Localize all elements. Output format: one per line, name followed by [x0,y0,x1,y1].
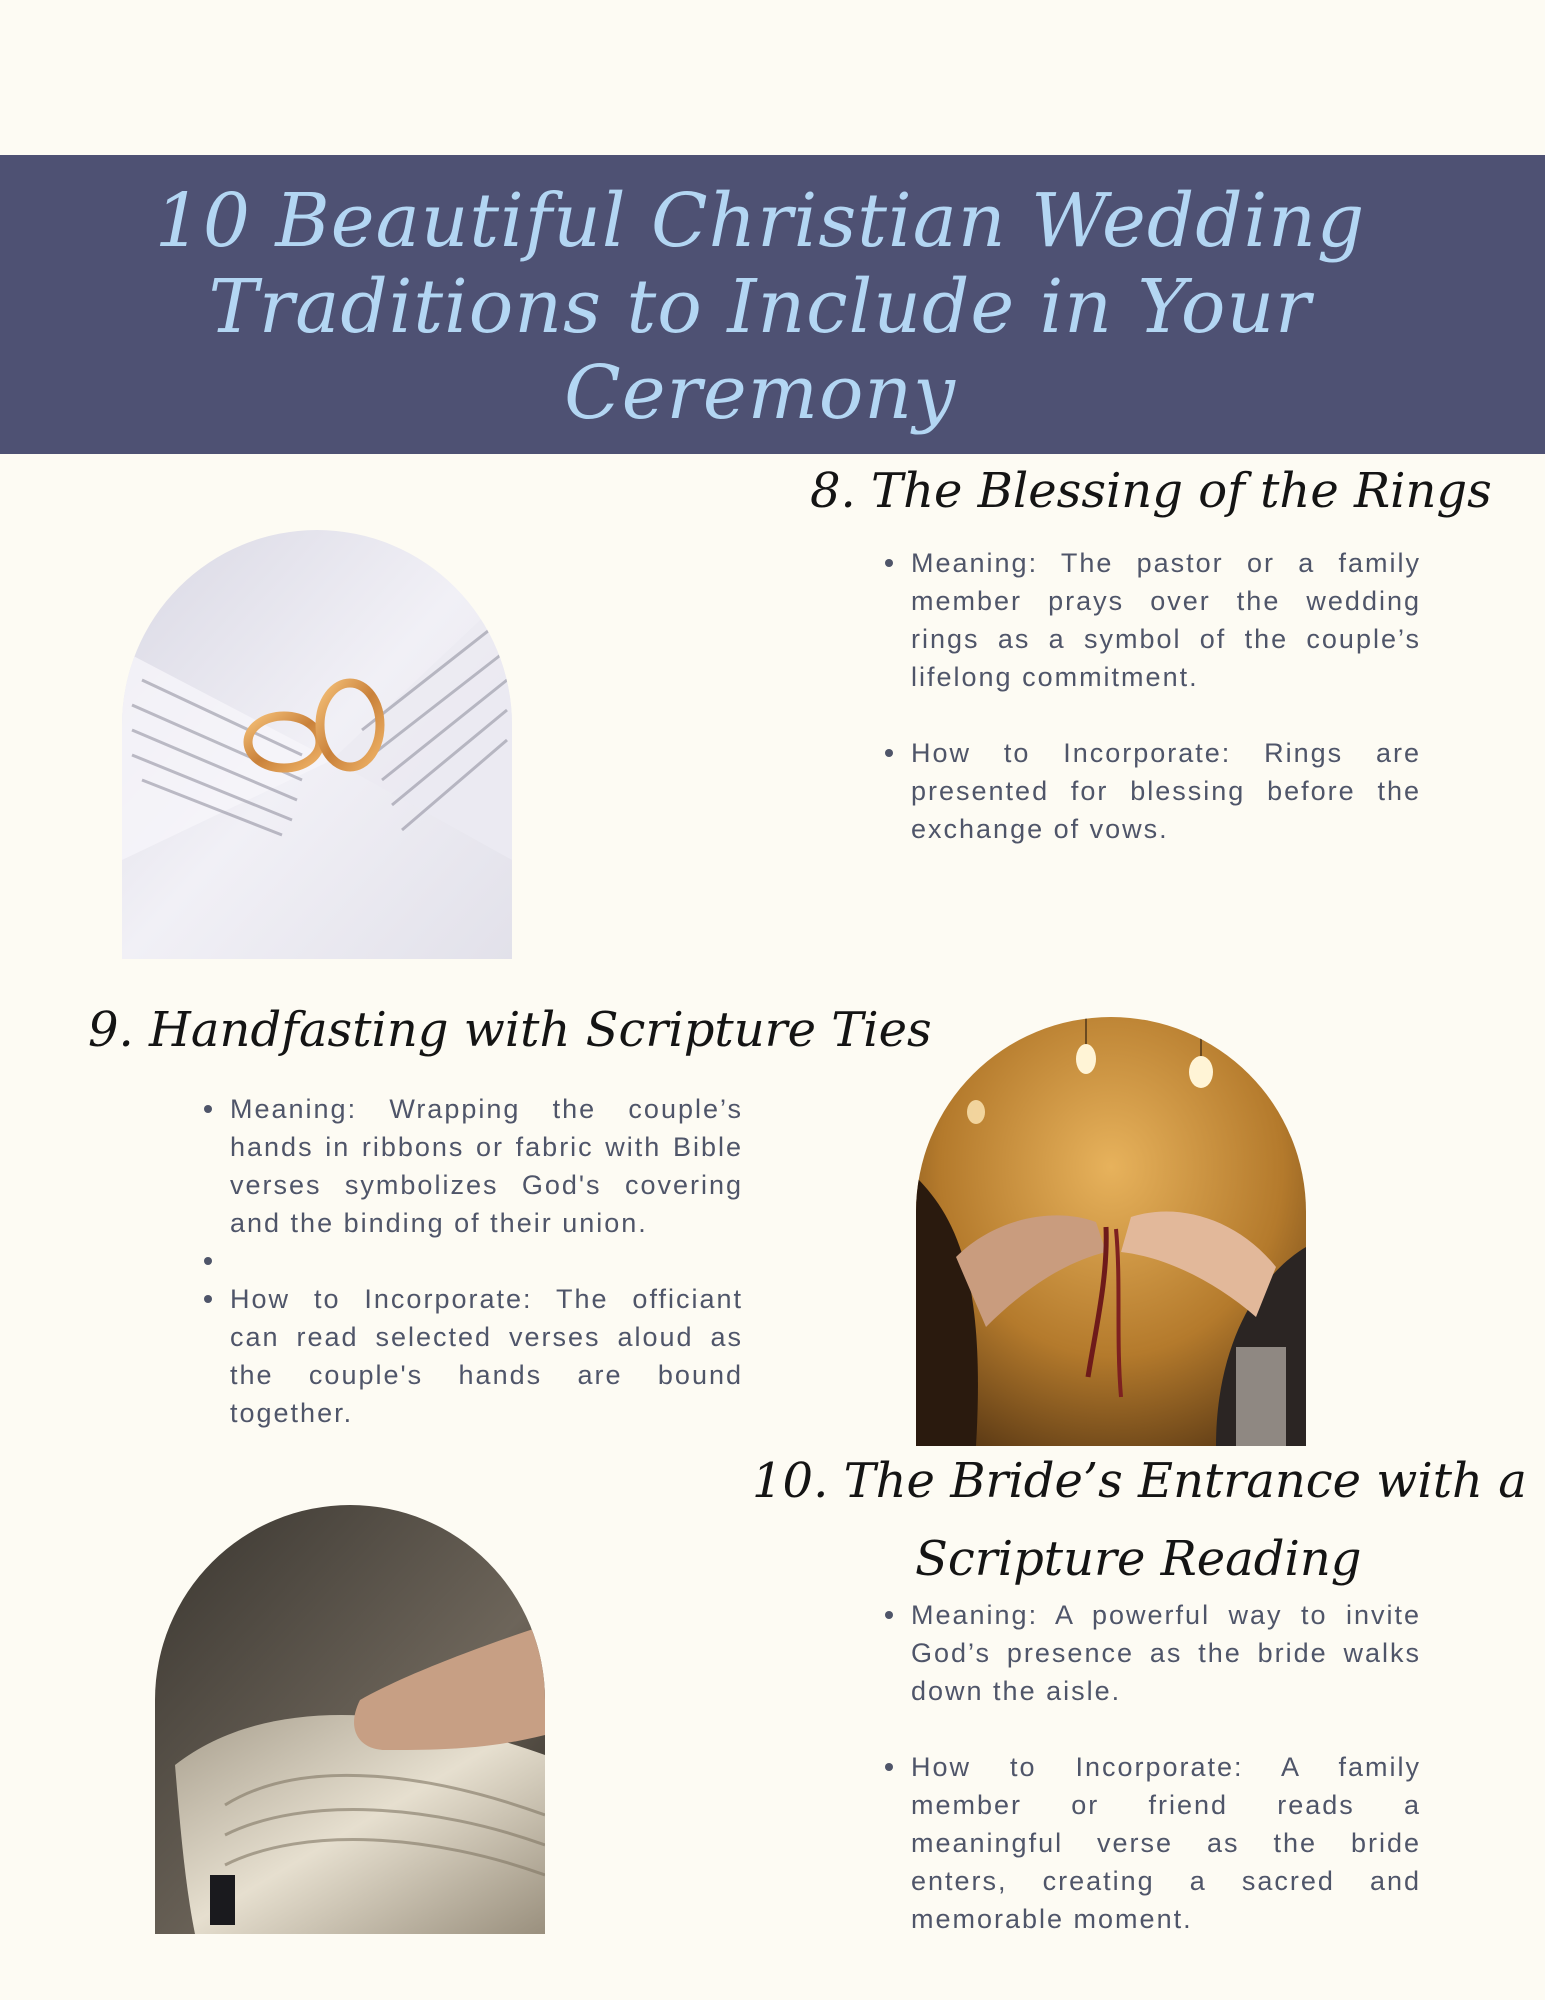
section-8-list [881,544,1421,848]
section-10-heading-line2: Scripture Reading [915,1531,1362,1587]
section-9-list [200,1090,743,1432]
open-bible-reading-photo [155,1505,545,1934]
list-item: Meaning: Wrapping the couple’s hands in ribbons or fabric with Bible verses symbolizes God's covering and the binding of their union. [200,1090,743,1242]
section-9-heading: 9. Handfasting with Scripture Ties [88,1002,932,1058]
section-10-list [881,1596,1421,1938]
page-title: 10 Beautiful Christian Wedding Traditions to Include in Your Ceremony [154,178,1366,436]
section-10-heading-line1: 10. The Bride’s Entrance with a [752,1453,1527,1509]
pinky-promise-ribbon-photo [916,1017,1306,1446]
rings-on-bible-photo [122,530,512,959]
list-spacer [881,696,1421,734]
empty-list-item [200,1242,743,1280]
list-item: How to Incorporate: Rings are presented for blessing before the exchange of vows. [881,734,1421,848]
list-item: Meaning: The pastor or a family member prays over the wedding rings as a symbol of the couple’s lifelong commitment. [881,544,1421,696]
section-8-heading: 8. The Blessing of the Rings [810,463,1492,519]
list-item: How to Incorporate: A family member or friend reads a meaningful verse as the bride enters, creating a sacred and memorable moment. [881,1748,1421,1938]
list-spacer [881,1710,1421,1748]
list-item: How to Incorporate: The officiant can read selected verses aloud as the couple's hands are bound together. [200,1280,743,1432]
list-item: Meaning: A powerful way to invite God’s presence as the bride walks down the aisle. [881,1596,1421,1710]
